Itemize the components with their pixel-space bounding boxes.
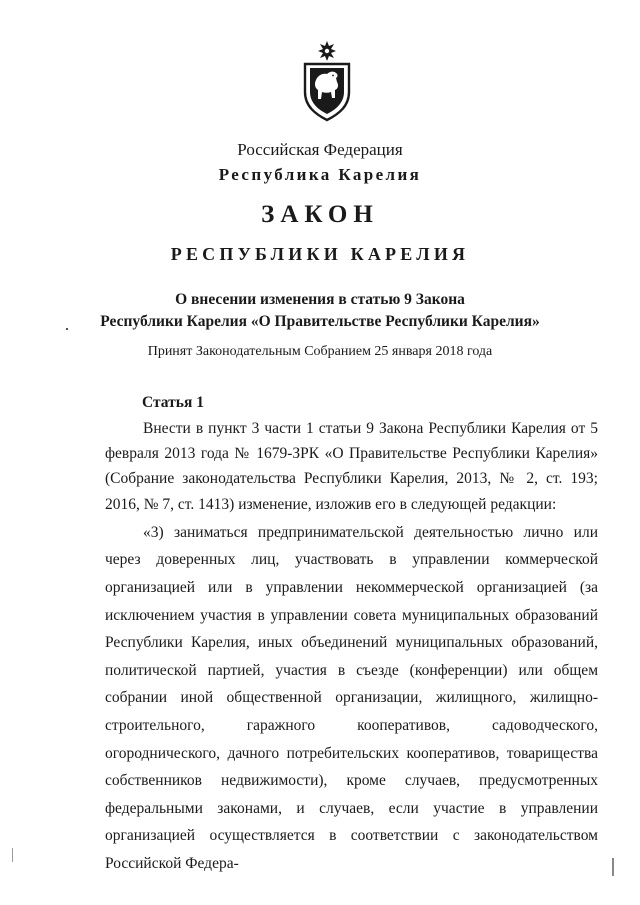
article-body <box>105 416 598 878</box>
scan-speck <box>66 328 68 330</box>
article-paragraph-2: «3) заниматься предпринимательской деятельностью лично или через доверенных лиц, участвовать в управлении коммерческой организацией или в управлении некоммерческой организацией (за исключением участия в управлении совета муниципальных образований Республики Карелия, иных объединений муниципальных образований, политической партией, участия в съезде (конференции) или общем собрании иной общественной организации, жилищного, жилищно-строительного, гаражного кооперативов, садоводческого, огороднического, дачного потребительских кооперативов, товарищества собственников недвижимости), кроме случаев, предусмотренных федеральными законами, и случаев, если участие в управлении организацией осуществляется в соответствии с законодательством Российской Федера- <box>105 523 598 872</box>
adoption-note: Принят Законодательным Собранием 25 января 2018 года <box>147 344 493 359</box>
law-title: ЗАКОН <box>261 201 379 228</box>
article-paragraph-1: Внести в пункт 3 части 1 статьи 9 Закона Республики Карелия от 5 февраля 2013 года № 1679-ЗРК «О Правительстве Республики Карелия» (Собрание законодательства Республики Карелия, 2013, № 2, ст. 193; 2016, № 7, ст. 1413) изменение, изложив его в следующей редакции: <box>105 420 598 513</box>
scan-margin-line <box>612 858 614 876</box>
law-subject-line-1: О внесении изменения в статью 9 Закона <box>175 291 465 308</box>
federation-heading: Российская Федерация <box>237 140 403 159</box>
law-subject-line-2: Республики Карелия «О Правительстве Республики Карелия» <box>100 313 540 330</box>
law-subject <box>0 289 640 333</box>
article-title: Статья 1 <box>142 394 204 411</box>
karelia-coat-of-arms-icon <box>299 40 355 122</box>
law-subtitle: РЕСПУБЛИКИ КАРЕЛИЯ <box>170 244 470 264</box>
republic-heading: Республика Карелия <box>218 165 422 184</box>
scan-margin-line <box>12 848 13 862</box>
